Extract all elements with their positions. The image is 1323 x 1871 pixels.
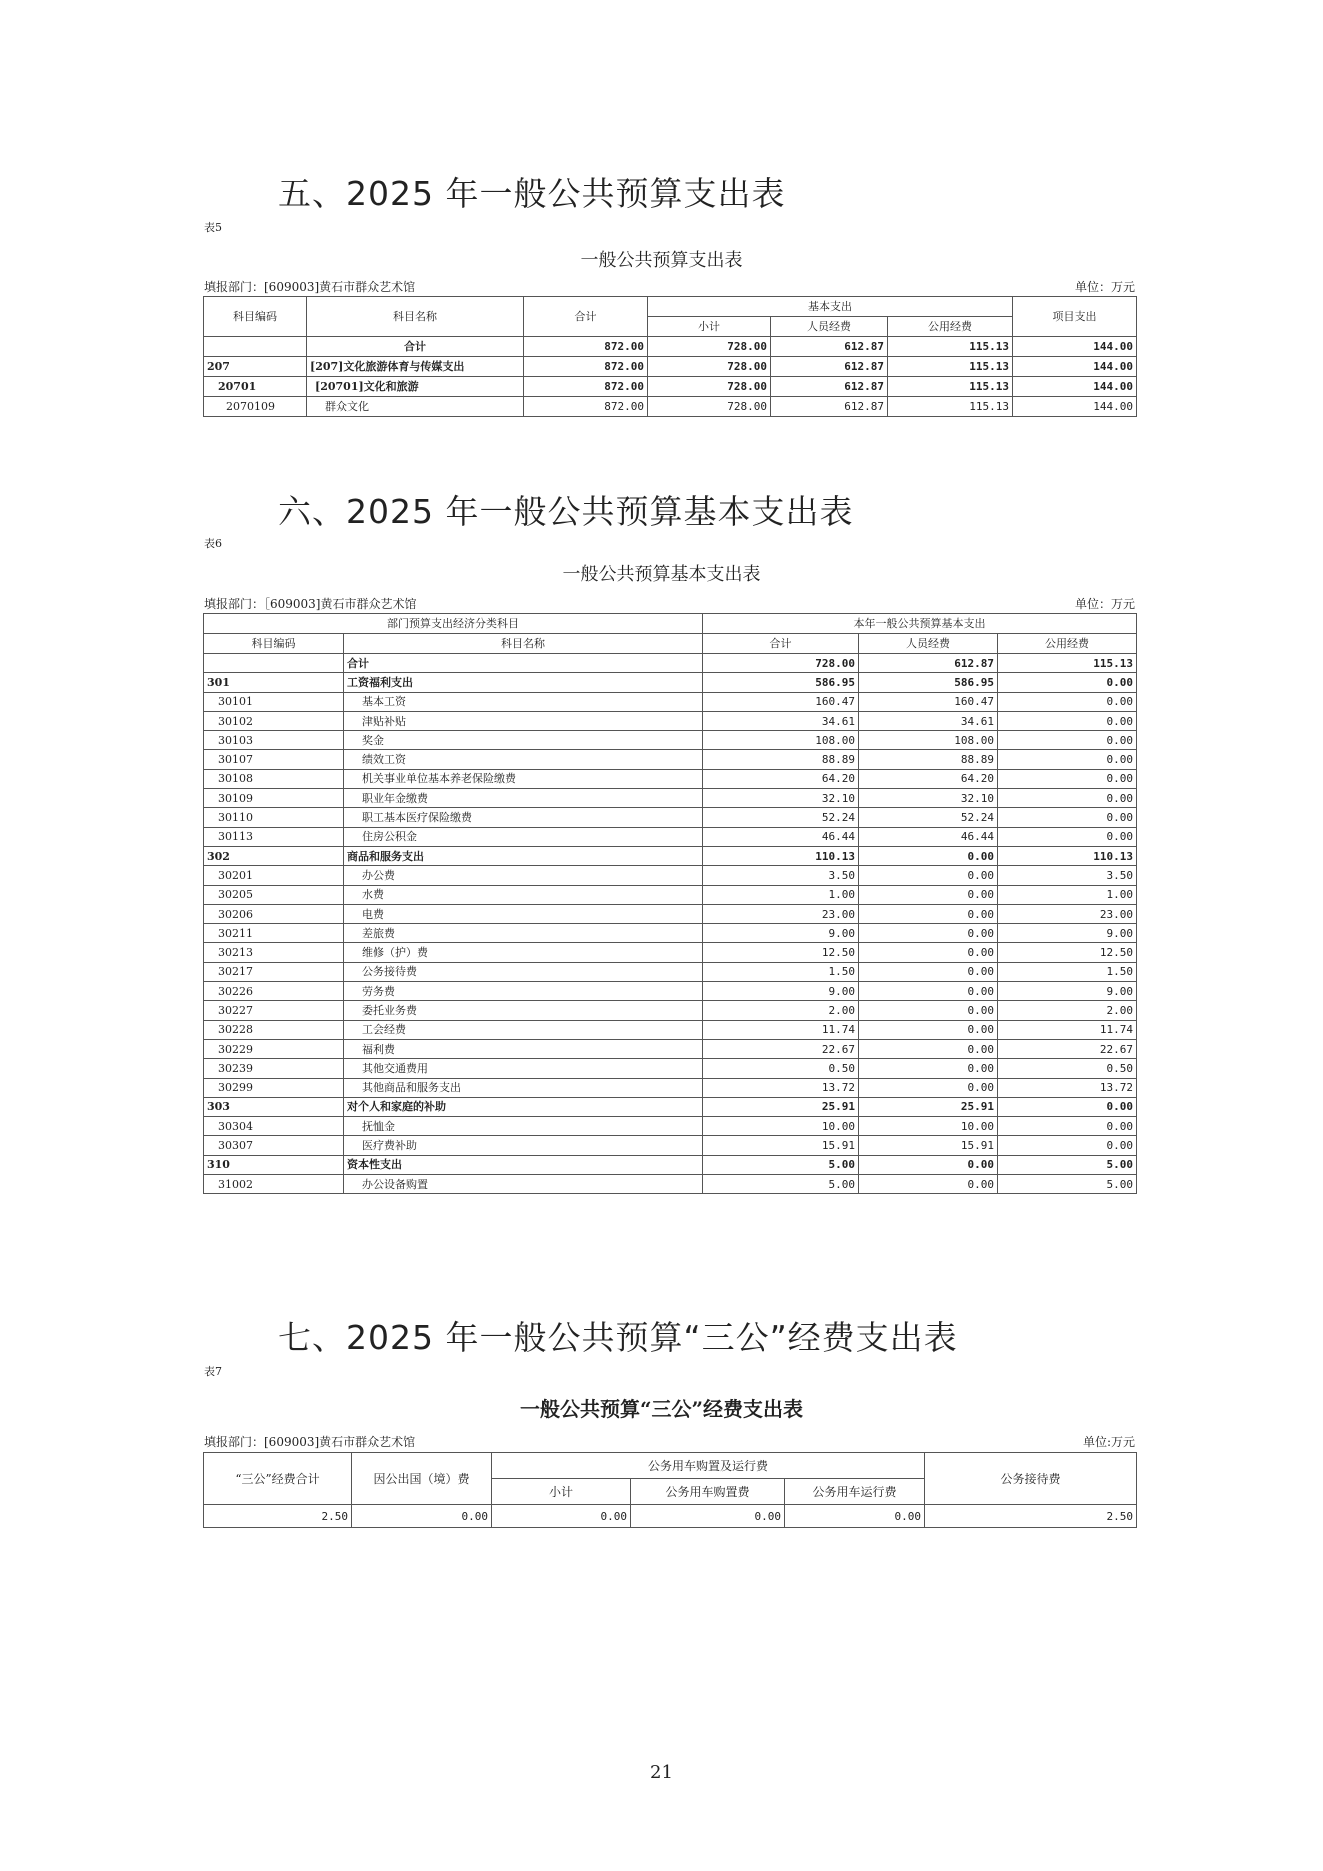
value-public: 12.50 <box>998 943 1137 962</box>
value-total: 2.00 <box>703 1001 859 1020</box>
row-name: 住房公积金 <box>344 827 703 846</box>
row-code: 302 <box>204 846 344 865</box>
value-total: 13.72 <box>703 1078 859 1097</box>
row-name: 商品和服务支出 <box>344 846 703 865</box>
header-subtotal: 小计 <box>492 1479 631 1505</box>
row-name: 工会经费 <box>344 1020 703 1039</box>
row-name: 劳务费 <box>344 982 703 1001</box>
table-row <box>204 397 1137 417</box>
value-subtotal: 728.00 <box>648 397 771 417</box>
row-code: 30108 <box>204 769 344 788</box>
header-car-purchase: 公务用车购置费 <box>631 1479 785 1505</box>
unit-label: 单位：万元 <box>1074 280 1135 294</box>
table-row <box>204 866 1137 885</box>
row-code: 30226 <box>204 982 344 1001</box>
row-name: 抚恤金 <box>344 1117 703 1136</box>
value-personnel: 0.00 <box>859 1039 998 1058</box>
value-subtotal: 728.00 <box>648 337 771 357</box>
table-row <box>204 827 1137 846</box>
table-row <box>204 711 1137 730</box>
row-name: 合计 <box>344 654 703 673</box>
header-project: 项目支出 <box>1013 297 1137 337</box>
table-row <box>204 1078 1137 1097</box>
value-total: 1.50 <box>703 962 859 981</box>
header-abroad: 因公出国（境）费 <box>352 1453 492 1505</box>
value-public: 11.74 <box>998 1020 1137 1039</box>
value-public: 0.00 <box>998 808 1137 827</box>
value-total: 9.00 <box>703 982 859 1001</box>
header-car-operate: 公务用车运行费 <box>785 1479 925 1505</box>
value-subtotal: 728.00 <box>648 357 771 377</box>
row-name: 其他商品和服务支出 <box>344 1078 703 1097</box>
value-total: 64.20 <box>703 769 859 788</box>
value-public: 0.00 <box>998 1136 1137 1155</box>
three-public-expenses-table <box>203 1452 1137 1528</box>
row-code: 30217 <box>204 962 344 981</box>
header-public: 公用经费 <box>888 317 1013 337</box>
value-personnel: 0.00 <box>859 846 998 865</box>
value-public: 3.50 <box>998 866 1137 885</box>
value-personnel: 32.10 <box>859 789 998 808</box>
table-row <box>204 1039 1137 1058</box>
table-row <box>204 377 1137 397</box>
value-car-purchase: 0.00 <box>631 1505 785 1528</box>
value-total: 25.91 <box>703 1097 859 1116</box>
table-row <box>204 673 1137 692</box>
row-code: 30228 <box>204 1020 344 1039</box>
header-total: “三公”经费合计 <box>204 1453 352 1505</box>
row-name: 职业年金缴费 <box>344 789 703 808</box>
row-code: 30107 <box>204 750 344 769</box>
value-personnel: 0.00 <box>859 1175 998 1194</box>
dept-label: 填报部门：[609003]黄石市群众艺术馆 <box>204 1435 416 1449</box>
unit-label: 单位:万元 <box>1082 1435 1135 1449</box>
table-row <box>204 1505 1137 1528</box>
value-personnel: 612.87 <box>771 397 888 417</box>
table-row <box>204 924 1137 943</box>
table-row <box>204 904 1137 923</box>
dept-label: 填报部门：［609003]黄石市群众艺术馆 <box>204 597 417 611</box>
row-name: 合计 <box>307 337 524 357</box>
value-personnel: 0.00 <box>859 962 998 981</box>
value-personnel: 15.91 <box>859 1136 998 1155</box>
row-name: 津贴补贴 <box>344 711 703 730</box>
header-total: 合计 <box>524 297 648 337</box>
row-name: [207]文化旅游体育与传媒支出 <box>307 357 524 377</box>
value-personnel: 0.00 <box>859 1001 998 1020</box>
value-public: 110.13 <box>998 846 1137 865</box>
row-name: 工资福利支出 <box>344 673 703 692</box>
value-personnel: 612.87 <box>771 357 888 377</box>
row-code: 31002 <box>204 1175 344 1194</box>
row-code: 30307 <box>204 1136 344 1155</box>
value-public: 0.00 <box>998 731 1137 750</box>
heading-table6: 六、2025 年一般公共预算基本支出表 <box>278 492 854 531</box>
budget-expenditure-table <box>203 296 1137 417</box>
value-public: 115.13 <box>888 377 1013 397</box>
value-project: 144.00 <box>1013 397 1137 417</box>
row-code: 30101 <box>204 692 344 711</box>
row-name: 电费 <box>344 904 703 923</box>
value-total: 88.89 <box>703 750 859 769</box>
basic-expenditure-table <box>203 613 1137 1194</box>
value-personnel: 0.00 <box>859 943 998 962</box>
row-code: 30102 <box>204 711 344 730</box>
row-code <box>204 337 307 357</box>
value-total: 52.24 <box>703 808 859 827</box>
value-personnel: 160.47 <box>859 692 998 711</box>
value-public: 9.00 <box>998 924 1137 943</box>
row-name: 资本性支出 <box>344 1155 703 1174</box>
value-public: 13.72 <box>998 1078 1137 1097</box>
row-name: 公务接待费 <box>344 962 703 981</box>
value-personnel: 25.91 <box>859 1097 998 1116</box>
table-row <box>204 357 1137 377</box>
table-row <box>204 1175 1137 1194</box>
dept-label: 填报部门：[609003]黄石市群众艺术馆 <box>204 280 416 294</box>
row-code: 303 <box>204 1097 344 1116</box>
table-row <box>204 750 1137 769</box>
table-row <box>204 769 1137 788</box>
table-tag: 表7 <box>204 1365 222 1378</box>
row-code: 30205 <box>204 885 344 904</box>
header-group-basic: 本年一般公共预算基本支出 <box>703 614 1137 634</box>
value-personnel: 34.61 <box>859 711 998 730</box>
value-total: 34.61 <box>703 711 859 730</box>
value-personnel: 0.00 <box>859 885 998 904</box>
value-project: 144.00 <box>1013 337 1137 357</box>
row-code: 301 <box>204 673 344 692</box>
row-name: 委托业务费 <box>344 1001 703 1020</box>
header-group-classification: 部门预算支出经济分类科目 <box>204 614 703 634</box>
value-total: 3.50 <box>703 866 859 885</box>
value-total: 872.00 <box>524 337 648 357</box>
table-row <box>204 1136 1137 1155</box>
header-basic: 基本支出 <box>648 297 1013 317</box>
table-row <box>204 1059 1137 1078</box>
row-name: 办公设备购置 <box>344 1175 703 1194</box>
value-public: 115.13 <box>888 357 1013 377</box>
value-public: 0.00 <box>998 1097 1137 1116</box>
value-total: 1.00 <box>703 885 859 904</box>
value-total: 728.00 <box>703 654 859 673</box>
value-public: 0.00 <box>998 1117 1137 1136</box>
row-name: 职工基本医疗保险缴费 <box>344 808 703 827</box>
value-project: 144.00 <box>1013 357 1137 377</box>
value-public: 9.00 <box>998 982 1137 1001</box>
table-tag: 表5 <box>204 221 222 234</box>
row-name: 奖金 <box>344 731 703 750</box>
row-name: 差旅费 <box>344 924 703 943</box>
value-public: 0.50 <box>998 1059 1137 1078</box>
row-code: 30110 <box>204 808 344 827</box>
table-row <box>204 1001 1137 1020</box>
table-title: 一般公共预算支出表 <box>580 250 743 271</box>
value-total: 12.50 <box>703 943 859 962</box>
row-name: 机关事业单位基本养老保险缴费 <box>344 769 703 788</box>
row-name: [20701]文化和旅游 <box>307 377 524 397</box>
table-row <box>204 982 1137 1001</box>
value-total: 0.50 <box>703 1059 859 1078</box>
value-personnel: 0.00 <box>859 1155 998 1174</box>
value-public: 0.00 <box>998 750 1137 769</box>
value-public: 1.50 <box>998 962 1137 981</box>
table-tag: 表6 <box>204 537 222 550</box>
value-project: 144.00 <box>1013 377 1137 397</box>
value-personnel: 52.24 <box>859 808 998 827</box>
value-public: 115.13 <box>888 397 1013 417</box>
heading-table7: 七、2025 年一般公共预算“三公”经费支出表 <box>278 1318 958 1357</box>
row-code: 30211 <box>204 924 344 943</box>
table-row <box>204 1155 1137 1174</box>
value-total: 872.00 <box>524 357 648 377</box>
row-code: 310 <box>204 1155 344 1174</box>
header-public: 公用经费 <box>998 634 1137 654</box>
value-personnel: 88.89 <box>859 750 998 769</box>
value-public: 0.00 <box>998 711 1137 730</box>
row-name: 绩效工资 <box>344 750 703 769</box>
row-code <box>204 654 344 673</box>
value-total: 9.00 <box>703 924 859 943</box>
value-total: 110.13 <box>703 846 859 865</box>
table-row <box>204 808 1137 827</box>
row-name: 基本工资 <box>344 692 703 711</box>
value-personnel: 0.00 <box>859 866 998 885</box>
value-personnel: 0.00 <box>859 982 998 1001</box>
table-row <box>204 1117 1137 1136</box>
value-subtotal: 728.00 <box>648 377 771 397</box>
value-personnel: 0.00 <box>859 1020 998 1039</box>
table-row <box>204 943 1137 962</box>
row-code: 30304 <box>204 1117 344 1136</box>
value-public: 1.00 <box>998 885 1137 904</box>
header-total: 合计 <box>703 634 859 654</box>
value-car-operate: 0.00 <box>785 1505 925 1528</box>
value-public: 5.00 <box>998 1155 1137 1174</box>
value-total: 872.00 <box>524 377 648 397</box>
value-total: 10.00 <box>703 1117 859 1136</box>
value-abroad: 0.00 <box>352 1505 492 1528</box>
row-name: 维修（护）费 <box>344 943 703 962</box>
row-name: 水费 <box>344 885 703 904</box>
value-public: 0.00 <box>998 827 1137 846</box>
value-personnel: 586.95 <box>859 673 998 692</box>
value-total: 872.00 <box>524 397 648 417</box>
row-code: 30201 <box>204 866 344 885</box>
value-public: 2.00 <box>998 1001 1137 1020</box>
table-row <box>204 962 1137 981</box>
row-code: 20701 <box>204 377 307 397</box>
value-personnel: 612.87 <box>859 654 998 673</box>
row-code: 30299 <box>204 1078 344 1097</box>
table-title: 一般公共预算“三公”经费支出表 <box>519 1397 803 1421</box>
header-code: 科目编码 <box>204 297 307 337</box>
value-total: 11.74 <box>703 1020 859 1039</box>
value-public: 115.13 <box>888 337 1013 357</box>
unit-label: 单位：万元 <box>1074 597 1135 611</box>
value-public: 115.13 <box>998 654 1137 673</box>
value-car-subtotal: 0.00 <box>492 1505 631 1528</box>
value-personnel: 10.00 <box>859 1117 998 1136</box>
header-personnel: 人员经费 <box>771 317 888 337</box>
value-total: 160.47 <box>703 692 859 711</box>
value-public: 5.00 <box>998 1175 1137 1194</box>
header-reception: 公务接待费 <box>925 1453 1137 1505</box>
row-code: 30239 <box>204 1059 344 1078</box>
row-name: 对个人和家庭的补助 <box>344 1097 703 1116</box>
heading-table5: 五、2025 年一般公共预算支出表 <box>278 174 786 213</box>
table-row <box>204 885 1137 904</box>
value-total: 2.50 <box>204 1505 352 1528</box>
row-name: 办公费 <box>344 866 703 885</box>
value-reception: 2.50 <box>925 1505 1137 1528</box>
value-personnel: 612.87 <box>771 337 888 357</box>
table-row <box>204 337 1137 357</box>
table-title: 一般公共预算基本支出表 <box>562 564 761 585</box>
row-code: 30206 <box>204 904 344 923</box>
value-public: 22.67 <box>998 1039 1137 1058</box>
header-code: 科目编码 <box>204 634 344 654</box>
header-personnel: 人员经费 <box>859 634 998 654</box>
value-public: 0.00 <box>998 673 1137 692</box>
value-total: 15.91 <box>703 1136 859 1155</box>
value-personnel: 0.00 <box>859 924 998 943</box>
table-row <box>204 654 1137 673</box>
row-code: 30229 <box>204 1039 344 1058</box>
table-row <box>204 1097 1137 1116</box>
value-public: 23.00 <box>998 904 1137 923</box>
value-total: 108.00 <box>703 731 859 750</box>
value-total: 586.95 <box>703 673 859 692</box>
value-total: 32.10 <box>703 789 859 808</box>
value-public: 0.00 <box>998 692 1137 711</box>
row-code: 30103 <box>204 731 344 750</box>
value-personnel: 108.00 <box>859 731 998 750</box>
page-number: 21 <box>650 1762 673 1783</box>
value-personnel: 46.44 <box>859 827 998 846</box>
value-total: 5.00 <box>703 1175 859 1194</box>
row-code: 207 <box>204 357 307 377</box>
header-name: 科目名称 <box>344 634 703 654</box>
row-name: 福利费 <box>344 1039 703 1058</box>
value-public: 0.00 <box>998 769 1137 788</box>
table-row <box>204 692 1137 711</box>
value-total: 23.00 <box>703 904 859 923</box>
row-code: 30113 <box>204 827 344 846</box>
table-row <box>204 789 1137 808</box>
value-personnel: 64.20 <box>859 769 998 788</box>
row-code: 2070109 <box>204 397 307 417</box>
value-total: 5.00 <box>703 1155 859 1174</box>
header-subtotal: 小计 <box>648 317 771 337</box>
row-code: 30227 <box>204 1001 344 1020</box>
value-personnel: 0.00 <box>859 904 998 923</box>
header-car: 公务用车购置及运行费 <box>492 1453 925 1479</box>
row-name: 医疗费补助 <box>344 1136 703 1155</box>
row-name: 其他交通费用 <box>344 1059 703 1078</box>
value-total: 22.67 <box>703 1039 859 1058</box>
value-public: 0.00 <box>998 789 1137 808</box>
row-code: 30213 <box>204 943 344 962</box>
value-total: 46.44 <box>703 827 859 846</box>
value-personnel: 0.00 <box>859 1078 998 1097</box>
value-personnel: 612.87 <box>771 377 888 397</box>
value-personnel: 0.00 <box>859 1059 998 1078</box>
header-name: 科目名称 <box>307 297 524 337</box>
table-row <box>204 731 1137 750</box>
row-name: 群众文化 <box>307 397 524 417</box>
table-row <box>204 1020 1137 1039</box>
row-code: 30109 <box>204 789 344 808</box>
table-row <box>204 846 1137 865</box>
